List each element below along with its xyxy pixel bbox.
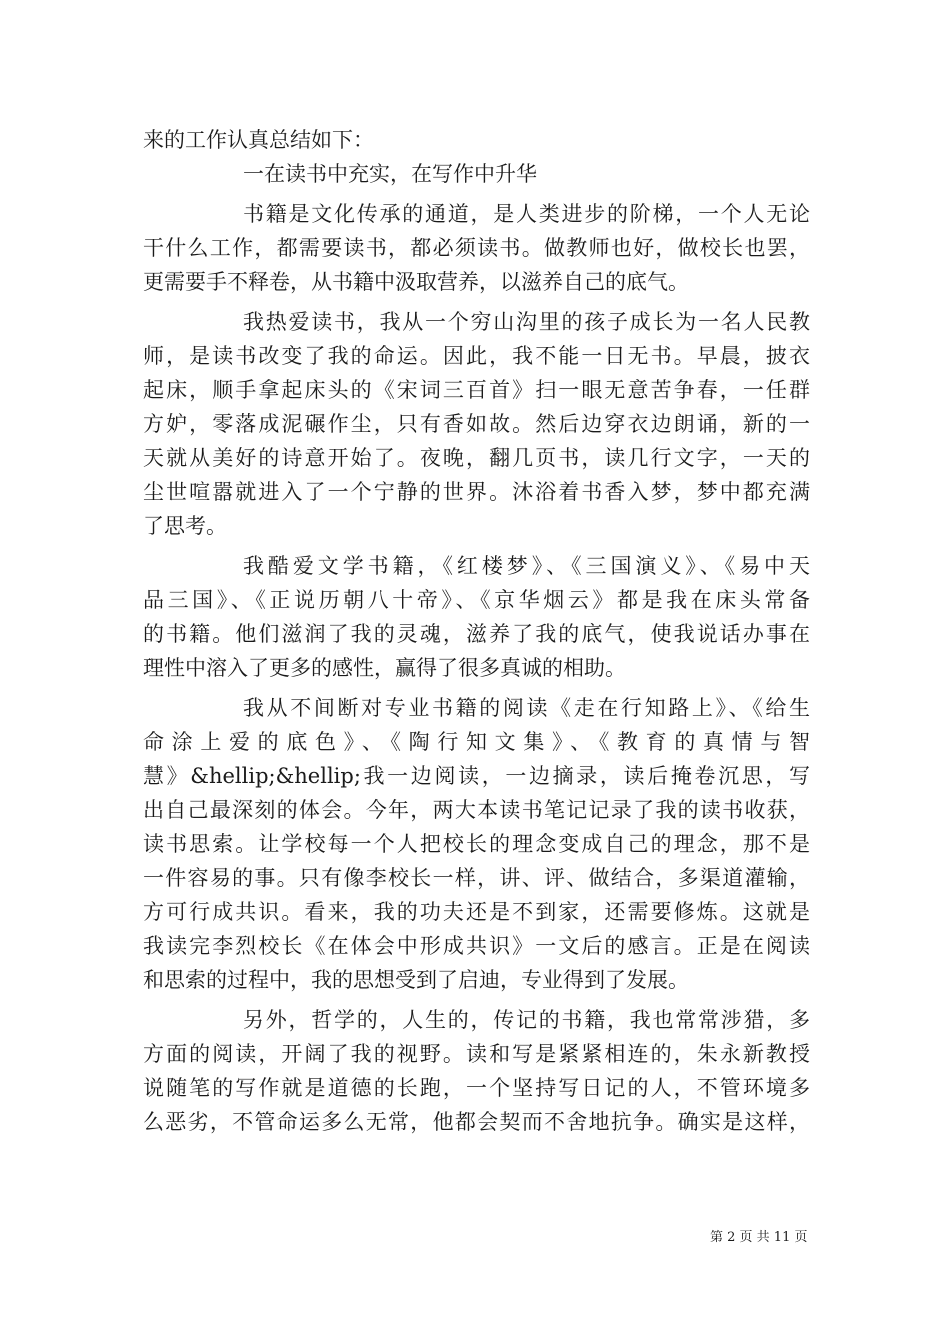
text-line: 的书籍。他们滋润了我的灵魂，滋养了我的底气，使我说话办事在	[143, 622, 810, 646]
text-line: 方妒，零落成泥碾作尘，只有香如故。然后边穿衣边朗诵，新的一	[143, 412, 810, 436]
page-number-footer: 第 2 页 共 11 页	[710, 1230, 808, 1245]
text-line: 我从不间断对专业书籍的阅读《走在行知路上》、《给生	[243, 696, 810, 720]
text-line: 师，是读书改变了我的命运。因此，我不能一日无书。早晨，披衣	[143, 344, 810, 368]
text-line: 出自己最深刻的体会。今年，两大本读书笔记记录了我的读书收获，	[143, 798, 810, 822]
text-line: 书籍是文化传承的通道，是人类进步的阶梯，一个人无论	[243, 202, 810, 226]
text-line: 和思索的过程中，我的思想受到了启迪，专业得到了发展。	[143, 968, 689, 992]
text-line: 干什么工作，都需要读书，都必须读书。做教师也好，做校长也罢，	[143, 236, 810, 260]
text-line: 天就从美好的诗意开始了。夜晚，翻几页书，读几行文字，一天的	[143, 446, 810, 470]
text-line: 说随笔的写作就是道德的长跑，一个坚持写日记的人，不管环境多	[143, 1076, 810, 1100]
text-line: 一件容易的事。只有像李校长一样，讲、评、做结合，多渠道灌输，	[143, 866, 810, 890]
text-line: 命涂上爱的底色》、《陶行知文集》、《教育的真情与智	[143, 730, 810, 754]
text-line: 我热爱读书，我从一个穷山沟里的孩子成长为一名人民教	[243, 310, 810, 334]
section-heading: 一在读书中充实，在写作中升华	[243, 162, 537, 186]
text-line: 了思考。	[143, 514, 227, 538]
text-line: 方面的阅读，开阔了我的视野。读和写是紧紧相连的，朱永新教授	[143, 1042, 810, 1066]
text-line: 来的工作认真总结如下：	[143, 128, 374, 152]
text-line: 品三国》、《正说历朝八十帝》、《京华烟云》都是我在床头常备	[143, 588, 810, 612]
text-line: 我酷爱文学书籍，《红楼梦》、《三国演义》、《易中天	[243, 554, 810, 578]
text-line: 另外，哲学的，人生的，传记的书籍，我也常常涉猎，多	[243, 1008, 810, 1032]
text-line: 方可行成共识。看来，我的功夫还是不到家，还需要修炼。这就是	[143, 900, 810, 924]
text-line: 理性中溶入了更多的感性，赢得了很多真诚的相助。	[143, 656, 626, 680]
text-line: 起床，顺手拿起床头的《宋词三百首》扫一眼无意苦争春，一任群	[143, 378, 810, 402]
text-line: 尘世喧嚣就进入了一个宁静的世界。沐浴着书香入梦，梦中都充满	[143, 480, 810, 504]
text-line: 慧》&hellip;&hellip;我一边阅读，一边摘录，读后掩卷沉思，写	[143, 764, 810, 788]
text-line: 读书思索。让学校每一个人把校长的理念变成自己的理念，那不是	[143, 832, 810, 856]
text-line: 么恶劣，不管命运多么无常，他都会契而不舍地抗争。确实是这样，	[143, 1110, 810, 1134]
text-line: 更需要手不释卷，从书籍中汲取营养，以滋养自己的底气。	[143, 270, 689, 294]
text-line: 我读完李烈校长《在体会中形成共识》一文后的感言。正是在阅读	[143, 934, 810, 958]
